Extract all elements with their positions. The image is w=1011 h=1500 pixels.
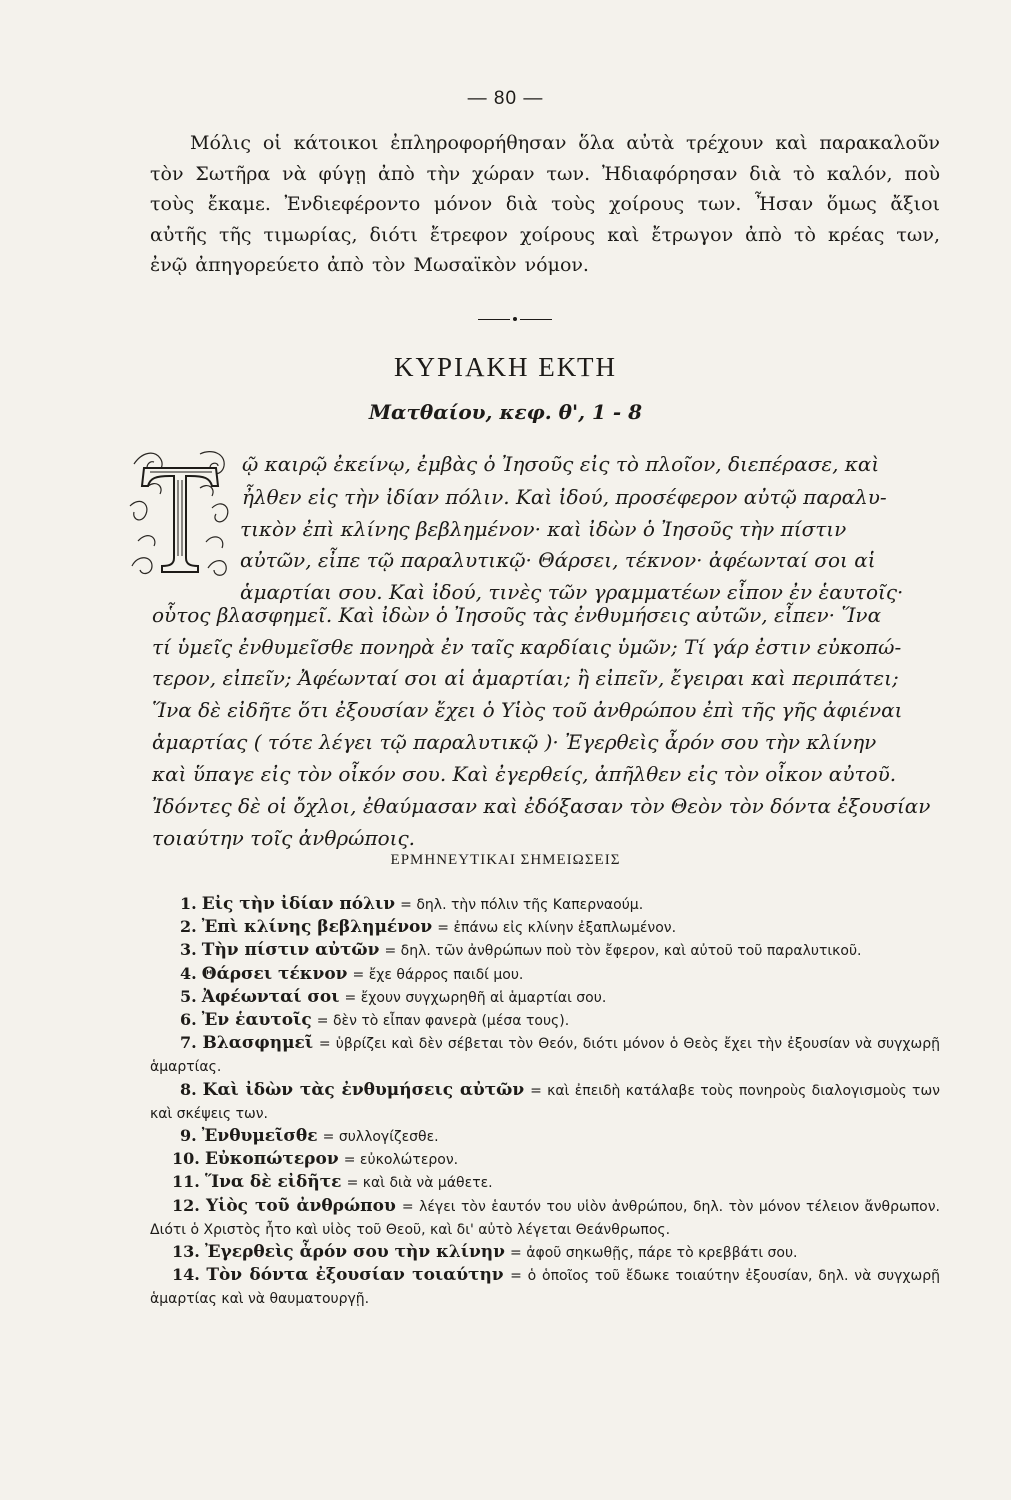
note-item [150, 1032, 940, 1078]
gospel-line: ἁμαρτίας ( τότε λέγει τῷ παραλυτικῷ )· Ἐγερθεὶς ἆρόν σου τὴν κλίνην [152, 730, 877, 754]
note-number: 5. [180, 986, 197, 1006]
page-number: — 80 — [467, 88, 544, 109]
section-title: ΚΥΡΙΑΚΗ ΕΚΤΗ [393, 352, 618, 382]
note-term: Τὸν δόντα ἐξουσίαν τοιαύτην [206, 1265, 504, 1286]
note-number: 14. [172, 1265, 200, 1285]
note-item [150, 1125, 940, 1148]
note-definition: = δηλ. τὴν πόλιν τῆς Καπερναούμ. [400, 897, 644, 913]
gospel-line: ἦλθεν εἰς τὴν ἰδίαν πόλιν. Καὶ ἰδού, προσέφερον αὐτῷ παραλυ- [242, 485, 887, 509]
note-definition: = δὲν τὸ εἶπαν φανερὰ (μέσα τους). [316, 1013, 570, 1030]
gospel-line: Ἰδόντες δὲ οἱ ὄχλοι, ἐθαύμασαν καὶ ἐδόξασαν τὸν Θεὸν τὸν δόντα ἐξουσίαν [152, 794, 931, 818]
note-item [150, 1009, 940, 1032]
note-number: 4. [180, 963, 197, 983]
note-item [150, 939, 940, 962]
section-divider [478, 314, 552, 324]
scripture-reference: Ματθαίου, κεφ. θ', 1 - 8 [368, 400, 643, 424]
note-number: 6. [180, 1010, 197, 1030]
note-term: Υἱὸς τοῦ ἀνθρώπου [205, 1195, 396, 1216]
note-term: Ἀφέωνταί σοι [201, 986, 340, 1007]
note-definition: = εὐκολώτερον. [343, 1152, 459, 1169]
note-definition: = λέγει τὸν ἑαυτόν του υἱὸν ἀνθρώπου, δηλ. τὸν μόνον τέλειον ἄνθρωπον. Διότι ὁ Χριστὸς ἦτο καὶ υἱὸς τοῦ Θεοῦ, καὶ δι' αὐτὸ λέγεται Θεάνθρωπος. [150, 1198, 940, 1238]
note-definition: = καὶ ἐπειδὴ κατάλαβε τοὺς πονηροὺς διαλογισμοὺς των καὶ σκέψεις των. [150, 1082, 940, 1122]
note-item [150, 893, 940, 916]
note-item [150, 1241, 940, 1264]
note-term: Καὶ ἰδὼν τὰς ἐνθυμήσεις αὐτῶν [202, 1079, 525, 1100]
note-definition: = ὁ ὁποῖος τοῦ ἔδωκε τοιαύτην ἐξουσίαν, δηλ. νὰ συγχωρῇ ἁμαρτίας καὶ νὰ θαυματουργῇ. [150, 1268, 940, 1308]
note-number: 3. [180, 940, 197, 960]
note-item [150, 1171, 940, 1194]
note-term: Ἐν ἑαυτοῖς [201, 1010, 312, 1031]
ornamental-drop-cap [128, 446, 232, 580]
note-term: Θάρσει τέκνον [201, 963, 348, 984]
note-number: 8. [180, 1079, 197, 1099]
gospel-line: καὶ ὕπαγε εἰς τὸν οἶκόν σου. Καὶ ἐγερθείς, ἀπῆλθεν εἰς τὸν οἶκον αὐτοῦ. [152, 762, 897, 786]
note-definition: = καὶ διὰ νὰ μάθετε. [346, 1175, 493, 1192]
note-term: Ἵνα δὲ εἰδῆτε [204, 1172, 342, 1193]
gospel-line: ἁμαρτίαι σου. Καὶ ἰδού, τινὲς τῶν γραμματέων εἶπον ἐν ἑαυτοῖς· [240, 580, 904, 604]
note-definition: = ἔχε θάρρος παιδί μου. [352, 966, 524, 983]
note-definition: = ἀφοῦ σηκωθῇς, πάρε τὸ κρεββάτι σου. [510, 1245, 798, 1262]
note-definition: = ὑβρίζει καὶ δὲν σέβεται τὸν Θεόν, διότι μόνον ὁ Θεὸς ἔχει τὴν ἐξουσίαν νὰ συγχωρῇ ἁμαρτίας. [150, 1036, 940, 1076]
note-definition: = συλλογίζεσθε. [322, 1129, 439, 1146]
note-item [150, 1148, 940, 1171]
note-number: 10. [172, 1149, 200, 1169]
note-item [150, 963, 940, 986]
gospel-line: τερον, εἰπεῖν; Ἀφέωνταί σοι αἱ ἁμαρτίαι; ἢ εἰπεῖν, ἔγειραι καὶ περιπάτει; [152, 666, 899, 690]
gospel-line: τί ὑμεῖς ἐνθυμεῖσθε πονηρὰ ἐν ταῖς καρδίαις ὑμῶν; Τί γάρ ἐστιν εὐκοπώ- [152, 635, 902, 659]
gospel-line: οὗτος βλασφημεῖ. Καὶ ἰδὼν ὁ Ἰησοῦς τὰς ἐνθυμήσεις αὐτῶν, εἶπεν· Ἵνα [152, 603, 882, 627]
note-term: Εὐκοπώτερον [204, 1149, 339, 1170]
intro-paragraph: Μόλις οἱ κάτοικοι ἐπληροφορήθησαν ὅλα αὐτὰ τρέχουν καὶ παρακαλοῦν τὸν Σωτῆρα νὰ φύγῃ ἀπὸ τὴν χώραν των. Ἠδιαφόρησαν διὰ τὸ καλόν, ποὺ τοὺς ἔκαμε. Ἐνδιεφέροντο μόνον διὰ τοὺς χοίρους των. Ἦσαν ὅμως ἄξιοι αὐτῆς τῆς τιμωρίας, διότι ἔτρεφον χοίρους καὶ ἔτρωγον ἀπὸ τὸ κρέας των, ἐνῷ ἀπηγορεύετο ἀπὸ τὸν Μωσαϊκὸν νόμον. [150, 132, 940, 276]
notes-title: ΕΡΜΗΝΕΥΤΙΚΑΙ ΣΗΜΕΙΩΣΕΙΣ [390, 852, 621, 868]
notes-list [150, 893, 940, 1311]
note-number: 2. [180, 917, 197, 937]
note-item [150, 986, 940, 1009]
note-number: 12. [172, 1195, 200, 1215]
note-item [150, 1079, 940, 1125]
gospel-line: Ἵνα δὲ εἰδῆτε ὅτι ἐξουσίαν ἔχει ὁ Υἱὸς τοῦ ἀνθρώπου ἐπὶ τῆς γῆς ἀφιέναι [152, 698, 903, 722]
gospel-line: τικὸν ἐπὶ κλίνης βεβλημένον· καὶ ἰδὼν ὁ Ἰησοῦς τὴν πίστιν [240, 517, 847, 541]
note-definition: = ἔχουν συγχωρηθῆ αἱ ἁμαρτίαι σου. [344, 989, 607, 1006]
gospel-line: τοιαύτην τοῖς ἀνθρώποις. [152, 826, 416, 850]
note-term: Ἐνθυμεῖσθε [201, 1126, 318, 1147]
note-item [150, 1264, 940, 1310]
note-number: 9. [180, 1126, 197, 1146]
note-term: Τὴν πίστιν αὐτῶν [201, 940, 380, 961]
note-term: Ἐπὶ κλίνης βεβλημένον [201, 917, 433, 938]
note-number: 11. [172, 1172, 200, 1192]
note-definition: = ἐπάνω εἰς κλίνην ἐξαπλωμένον. [437, 920, 677, 937]
gospel-line: ῷ καιρῷ ἐκείνῳ, ἐμβὰς ὁ Ἰησοῦς εἰς τὸ πλοῖον, διεπέρασε, καὶ [242, 452, 880, 476]
note-number: 13. [172, 1242, 200, 1262]
note-definition: = δηλ. τῶν ἀνθρώπων ποὺ τὸν ἔφερον, καὶ αὐτοῦ τοῦ παραλυτικοῦ. [384, 943, 862, 960]
note-item [150, 1195, 940, 1241]
note-number: 1. [180, 894, 197, 913]
note-number: 7. [180, 1033, 197, 1053]
note-term: Ἐγερθεὶς ἆρόν σου τὴν κλίνην [204, 1242, 505, 1263]
note-term: Εἰς τὴν ἰδίαν πόλιν [201, 894, 396, 914]
gospel-line: αὐτῶν, εἶπε τῷ παραλυτικῷ· Θάρσει, τέκνον· ἀφέωνταί σοι αἱ [240, 548, 876, 572]
note-term: Βλασφημεῖ [202, 1033, 314, 1054]
note-item [150, 916, 940, 939]
